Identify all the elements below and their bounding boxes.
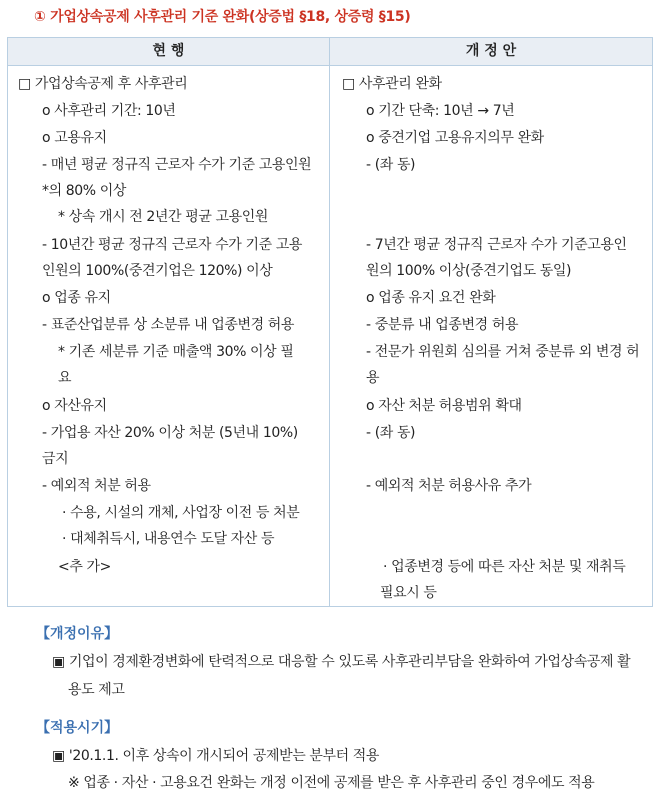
apply-label: 【적용시기】 [36,720,119,736]
right-line: - 예외적 처분 허용사유 추가 [366,478,532,494]
left-line: · 수용, 시설의 개체, 사업장 이전 등 처분 [62,505,300,521]
apply-line: ▣ '20.1.1. 이후 상속이 개시되어 공제받는 분부터 적용 [52,748,380,764]
reason-label: 【개정이유】 [36,626,119,642]
right-line: 용 [366,370,380,386]
left-line: <추 가> [58,559,111,575]
section-title: ① 가업상속공제 사후관리 기준 완화(상증법 §18, 상증령 §15) [34,9,411,25]
left-line: - 가업용 자산 20% 이상 처분 (5년내 10%) [42,425,298,441]
apply-note: ※ 업종 · 자산 · 고용요건 완화는 개정 이전에 공제를 받은 후 사후관리 중인 경우에도 적용 [68,775,595,791]
left-line: 요 [58,370,72,386]
right-line: o 중견기업 고용유지의무 완화 [366,130,544,146]
right-line: o 업종 유지 요건 완화 [366,290,496,306]
left-line: □ 가업상속공제 후 사후관리 [18,76,188,92]
right-line: - 전문가 위원회 심의를 거쳐 중분류 외 변경 허 [366,344,640,360]
left-line: * 기존 세분류 기준 매출액 30% 이상 필 [58,344,294,360]
right-line: - 7년간 평균 정규직 근로자 수가 기준고용인 [366,237,627,253]
reason-line: ▣ 기업이 경제환경변화에 탄력적으로 대응할 수 있도록 사후관리부담을 완화하여 가업상속공제 활 [52,654,631,670]
right-line: □ 사후관리 완화 [342,76,442,92]
right-line: - (좌 동) [366,157,416,173]
right-line: 원의 100% 이상(중견기업도 동일) [366,263,572,279]
left-line: - 예외적 처분 허용 [42,478,151,494]
reason-line: 용도 제고 [68,682,125,698]
header-current: 현 행 [8,38,329,66]
right-line: - (좌 동) [366,425,416,441]
column-divider [329,38,330,606]
left-line: · 대체취득시, 내용연수 도달 자산 등 [62,531,275,547]
left-line: 인원의 100%(중견기업은 120%) 이상 [42,263,273,279]
left-line: *의 80% 이상 [42,183,126,199]
right-line: - 중분류 내 업종변경 허용 [366,317,519,333]
right-line: · 업종변경 등에 따른 자산 처분 및 재취득 [383,559,626,575]
right-line: o 기간 단축: 10년 → 7년 [366,103,515,119]
left-line: - 매년 평균 정규직 근로자 수가 기준 고용인원 [42,157,312,173]
left-line: 금지 [42,451,69,467]
left-line: o 업종 유지 [42,290,111,306]
comparison-table [7,37,653,607]
left-line: o 자산유지 [42,398,107,414]
left-line: o 고용유지 [42,130,107,146]
left-line: * 상속 개시 전 2년간 평균 고용인원 [58,209,269,225]
header-revised: 개 정 안 [330,38,652,66]
right-line: o 자산 처분 허용범위 확대 [366,398,522,414]
left-line: - 10년간 평균 정규직 근로자 수가 기준 고용 [42,237,303,253]
left-line: - 표준산업분류 상 소분류 내 업종변경 허용 [42,317,295,333]
table-header [8,38,652,66]
left-line: o 사후관리 기간: 10년 [42,103,176,119]
right-line: 필요시 등 [380,585,437,601]
